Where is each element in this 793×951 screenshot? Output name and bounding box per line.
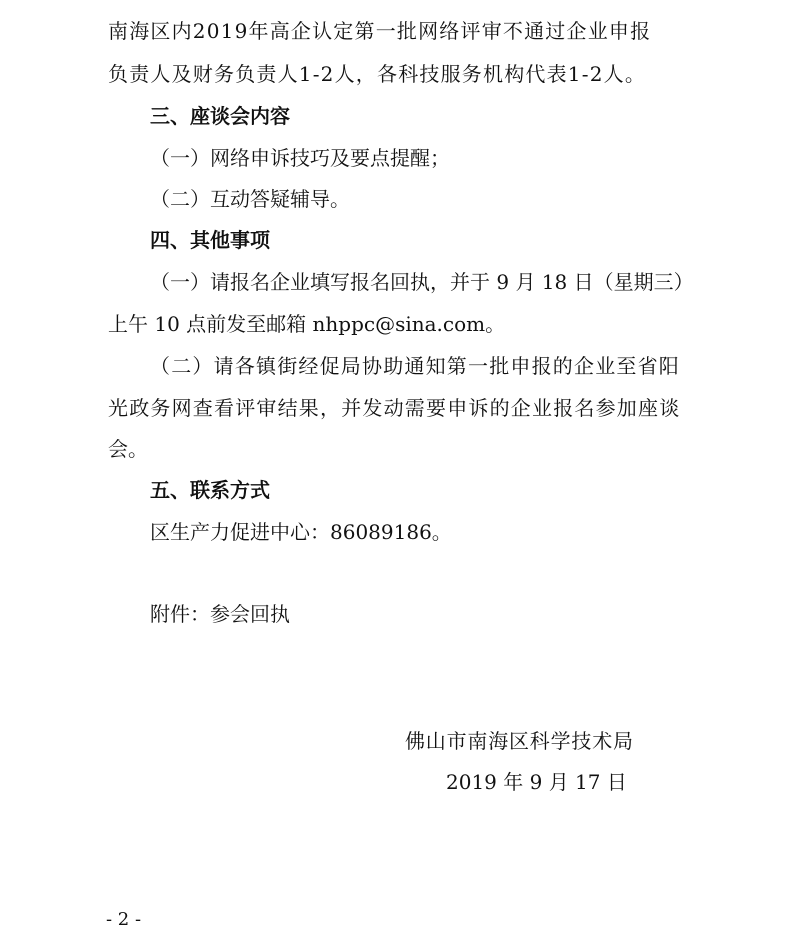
page-number: - 2 - (106, 909, 142, 930)
paragraph-line: 会。 (108, 437, 148, 461)
list-item: （一）网络申诉技巧及要点提醒； (150, 146, 450, 170)
contact-info: 区生产力促进中心：86089186。 (150, 520, 452, 544)
attachment-note: 附件：参会回执 (150, 602, 290, 626)
list-item: （二）请各镇街经促局协助通知第一批申报的企业至省阳 (150, 354, 680, 378)
section-heading: 三、座谈会内容 (150, 104, 290, 128)
paragraph-line: 光政务网查看评审结果，并发动需要申诉的企业报名参加座谈 (108, 396, 681, 420)
list-item: （二）互动答疑辅导。 (150, 187, 350, 211)
paragraph-line: 上午 10 点前发至邮箱 nhppc@sina.com。 (108, 312, 506, 336)
issuing-organization: 佛山市南海区科学技术局 (405, 729, 634, 753)
section-heading: 五、联系方式 (150, 478, 270, 502)
paragraph-line: 负责人及财务负责人1-2人，各科技服务机构代表1-2人。 (108, 62, 647, 86)
section-heading: 四、其他事项 (150, 228, 270, 252)
list-item: （一）请报名企业填写报名回执，并于 9 月 18 日（星期三） (150, 270, 694, 294)
paragraph-line: 南海区内2019年高企认定第一批网络评审不通过企业申报 (108, 19, 652, 43)
issue-date: 2019 年 9 月 17 日 (446, 770, 627, 794)
